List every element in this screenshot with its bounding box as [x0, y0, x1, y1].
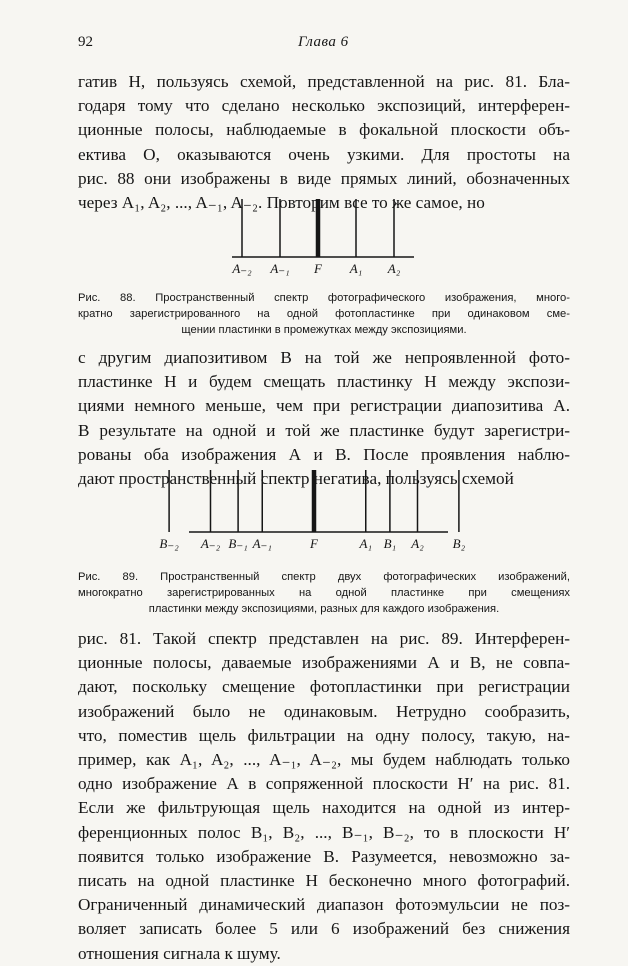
caption-89-line: многократно зарегистрированных на одной пластинке при смещениях — [78, 587, 570, 599]
caption-88-line: Рис. 88. Пространственный спектр фотографического изображения, много- — [78, 292, 570, 304]
fringe-label: A₋₂ — [200, 536, 221, 551]
fringe-label: F — [314, 261, 322, 276]
paragraph-2-line: пластинке Н и будем смещать пластинку Н между экспози- — [78, 372, 570, 392]
paragraph-1-line: годаря тому что сделано несколько экспозиций, интерферен- — [78, 96, 570, 116]
paragraph-3-line: что, поместив щель фильтрации на одну полосу, такую, на- — [78, 725, 570, 745]
paragraph-3-line: появится только изображение В. Разумеется, невозможно за- — [78, 846, 570, 866]
paragraph-3-line: одно изображение А в сопряженной плоскости H′ на рис. 81. — [78, 774, 570, 794]
paragraph-2-line: циями немного меньше, чем при регистрации диапозитива А. — [78, 396, 570, 416]
page-number: 92 — [78, 34, 93, 50]
paragraph-2-line: В результате на одной и той же пластинке будут зарегистри- — [78, 420, 570, 440]
paragraph-1-line: через A₁, A₂, ..., A₋₁, A₋₂. Повторим все то же самое, но — [78, 193, 485, 213]
fringe-label: B₂ — [452, 536, 466, 551]
fringe-label: A₋₁ — [270, 261, 290, 276]
fringe-label: B₋₂ — [159, 536, 179, 551]
paragraph-3-line: отношения сигнала к шуму. — [78, 943, 281, 963]
paragraph-3-line: рис. 81. Такой спектр представлен на рис. 89. Интерферен- — [78, 629, 570, 648]
paragraph-1-line: рис. 88 они изображены в виде прямых линий, обозначенных — [78, 168, 570, 188]
paragraph-3-line: дают, поскольку смещение фотопластинки при регистрации — [78, 677, 570, 697]
paragraph-2-line: рованы оба изображения А и В. После проявления наблю- — [78, 444, 570, 464]
paragraph-3 — [78, 627, 570, 966]
paragraph-3-line: писать на одной пластинке Н бесконечно много фотографий. — [78, 871, 570, 891]
paragraph-3-line: Если же фильтрующая щель находится на одной из интер- — [78, 798, 570, 818]
paragraph-3-line: ференционных полос B₁, B₂, ..., B₋₁, B₋₂, то в плоскости H′ — [78, 822, 570, 842]
paragraph-2-line: дают пространственный спектр негатива, пользуясь схемой — [78, 469, 514, 489]
paragraph-2-line: с другим диапозитивом В на той же непроявленной фото- — [78, 348, 570, 367]
caption-fig-89 — [78, 569, 570, 617]
fringe-label: A₁ — [359, 536, 372, 551]
caption-89-line: пластинки между экспозициями, разных для каждого изображения. — [148, 603, 500, 615]
paragraph-3-line: Ограниченный динамический диапазон фотоэмульсии не поз- — [78, 895, 570, 915]
paragraph-3-line: ционные полосы, даваемые изображениями А и В, не совпа- — [78, 653, 570, 673]
fringe-label: F — [310, 536, 318, 551]
paragraph-1-line: ционные полосы, наблюдаемые в фокальной плоскости объ- — [78, 120, 570, 140]
paragraph-3-line: пример, как A₁, A₂, ..., A₋₁, A₋₂, мы будем наблюдать только — [78, 750, 570, 770]
fringe-label: A₂ — [411, 536, 424, 551]
paragraph-3-line: воляет записать более 5 или 6 изображений без снижения — [78, 919, 570, 939]
chapter-title: Глава 6 — [298, 34, 349, 50]
fringe-label: A₋₂ — [232, 261, 252, 276]
caption-88-line: кратно зарегистрированного на одной фотопластинке при одинаковом сме- — [78, 308, 570, 320]
paragraph-3-line: изображений было не одинаковым. Нетрудно сообразить, — [78, 701, 570, 721]
caption-89-line: Рис. 89. Пространственный спектр двух фотографических изображений, — [78, 571, 570, 583]
caption-88-line: щении пластинки в промежутках между экспозициями. — [181, 324, 467, 336]
fringe-label: A₂ — [387, 261, 401, 276]
fringe-label: B₋₁ — [228, 536, 248, 551]
paragraph-1-line: гатив Н, пользуясь схемой, представленной на рис. 81. Бла- — [78, 72, 570, 91]
fringe-label: A₁ — [349, 261, 363, 276]
paragraph-1-line: ектива О, оказываются очень узкими. Для простоты на — [78, 144, 570, 164]
fringe-label: A₋₁ — [252, 536, 272, 551]
fringe-label: B₁ — [383, 536, 397, 551]
